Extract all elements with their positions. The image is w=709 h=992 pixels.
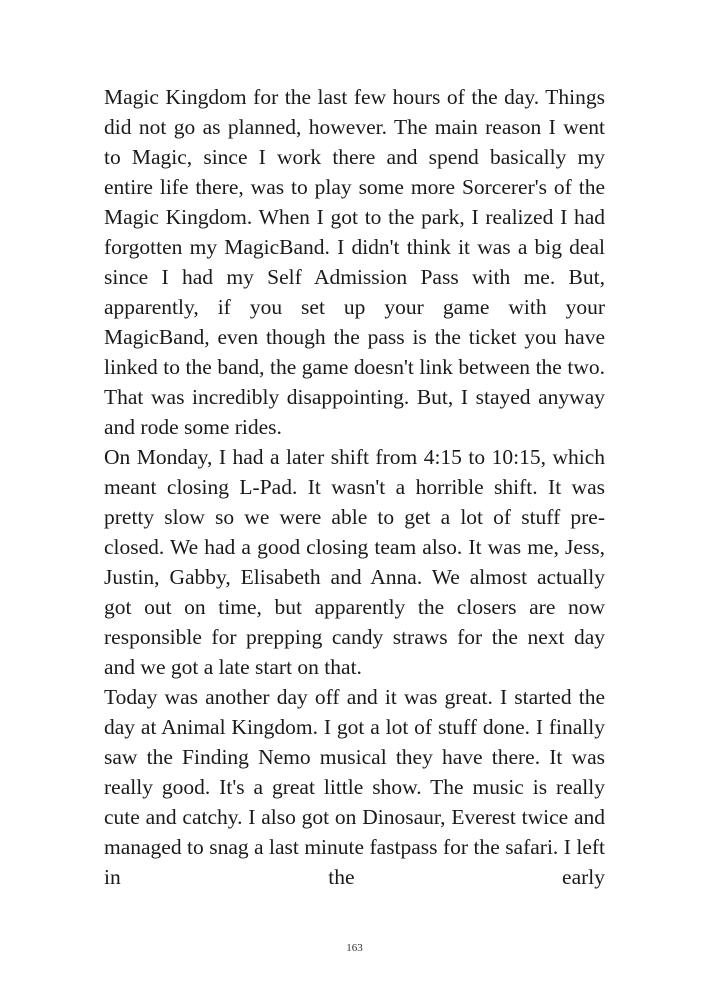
paragraph-1: Magic Kingdom for the last few hours of the day. Things did not go as planned, however. The main reason I went to Magic, since I work there and spend basically my entire life there, was to play some more Sorcerer's of the Magic Kingdom. When I got to the park, I realized I had forgotten my MagicBand. I didn't think it was a big deal since I had my Self Admission Pass with me. But, apparently, if you set up your game with your MagicBand, even though the pass is the ticket you have linked to the band, the game doesn't link between the two. That was incredibly disappointing. But, I stayed anyway and rode some rides. <box>104 85 605 439</box>
paragraph-2: On Monday, I had a later shift from 4:15 to 10:15, which meant closing L-Pad. It wasn't a horrible shift. It was pretty slow so we were able to get a lot of stuff pre-closed. We had a good closing team also. It was me, Jess, Justin, Gabby, Elisabeth and Anna. We almost actually got out on time, but apparently the closers are now responsible for prepping candy straws for the next day and we got a late start on that. <box>104 445 605 679</box>
page-number: 163 <box>346 942 363 954</box>
paragraph-3: Today was another day off and it was great. I started the day at Animal Kingdom. I got a lot of stuff done. I finally saw the Finding Nemo musical they have there. It was really good. It's a great little show. The music is really cute and catchy. I also got on Dinosaur, Everest twice and managed to snag a last minute fastpass for the safari. I left in the early <box>104 685 605 889</box>
page-body <box>104 82 605 892</box>
